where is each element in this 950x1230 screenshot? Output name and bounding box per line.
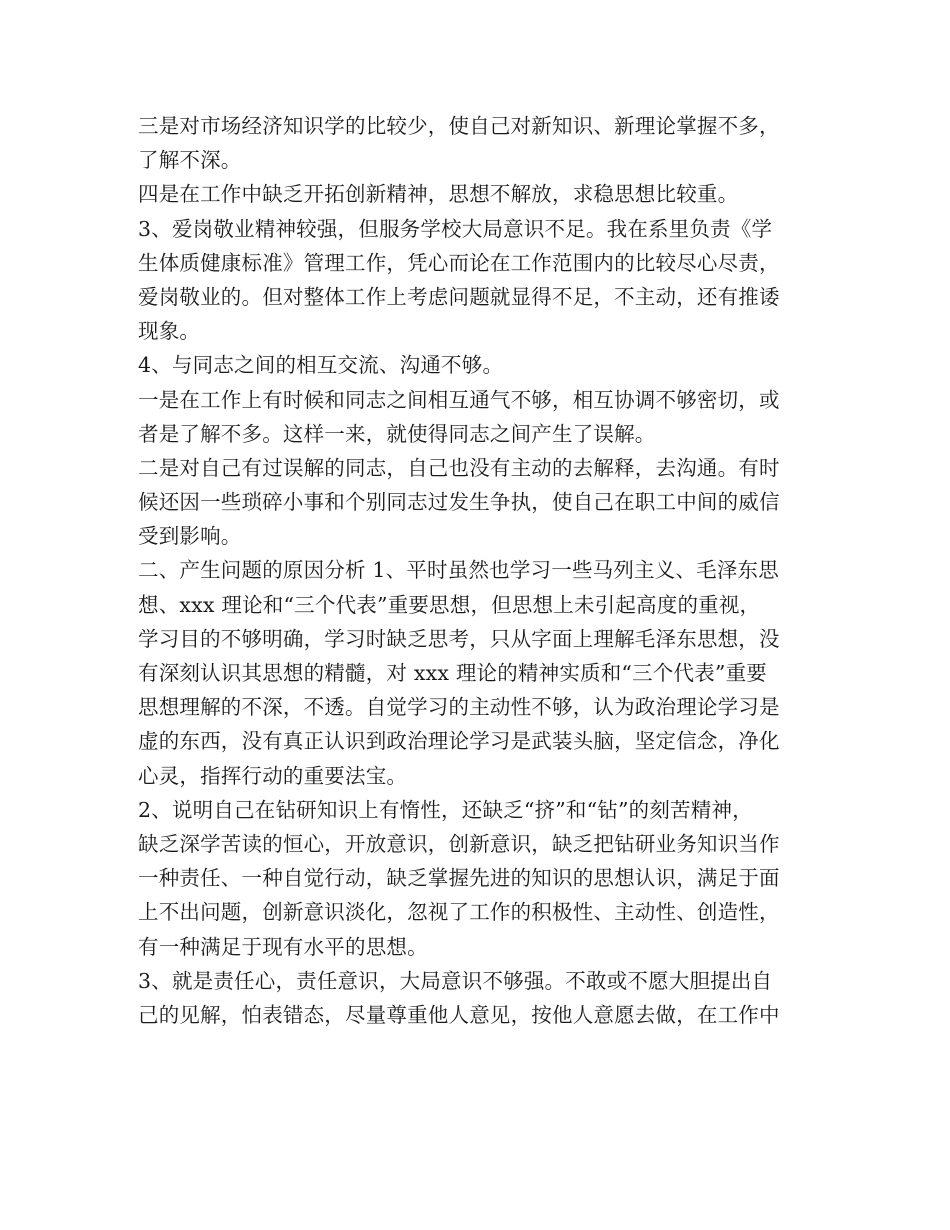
text-line: 3、就是责任心，责任意识，大局意识不够强。不敢或不愿大胆提出自	[138, 968, 773, 993]
text-line: 三是对市场经济知识学的比较少，使自己对新知识、新理论掌握不多，	[138, 114, 780, 138]
text-line: 有深刻认识其思想的精髓，对 xxx 理论的精神实质和“三个代表”重要	[138, 661, 767, 685]
text-line: 四是在工作中缺乏开拓创新精神，思想不解放，求稳思想比较重。	[138, 182, 739, 207]
text-line: 4、与同志之间的相互交流、沟通不够。	[138, 353, 504, 378]
text-line: 上不出问题，创新意识淡化，忽视了工作的积极性、主动性、创造性，	[138, 900, 780, 925]
text-line: 学习目的不够明确，学习时缺乏思考，只从字面上理解毛泽东思想，没	[138, 626, 780, 651]
text-line: 缺乏深学苦读的恒心，开放意识，创新意识，缺乏把钻研业务知识当作	[138, 831, 780, 856]
text-line: 现象。	[138, 319, 201, 344]
text-line: 候还因一些琐碎小事和个别同志过发生争执，使自己在职工中间的威信	[138, 490, 780, 515]
text-line: 一种责任、一种自觉行动，缺乏掌握先进的知识的思想认识，满足于面	[138, 866, 780, 891]
text-line: 2、说明自己在钻研知识上有惰性，还缺乏“挤”和“钻”的刻苦精神，	[138, 797, 753, 822]
text-line: 二、产生问题的原因分析 1、平时虽然也学习一些马列主义、毛泽东思	[138, 558, 779, 583]
document-body	[138, 109, 828, 1032]
text-line: 己的见解，怕表错态，尽量尊重他人意见，按他人意愿去做，在工作中	[138, 1002, 780, 1027]
text-line: 想、xxx 理论和“三个代表”重要思想，但思想上未引起高度的重视，	[138, 592, 761, 617]
text-line: 有一种满足于现有水平的思想。	[138, 934, 428, 959]
text-line: 3、爱岗敬业精神较强，但服务学校大局意识不足。我在系里负责《学	[138, 216, 773, 241]
text-line: 虚的东西，没有真正认识到政治理论学习是武装头脑，坚定信念，净化	[138, 729, 780, 754]
text-line: 生体质健康标准》管理工作，凭心而论在工作范围内的比较尽心尽责，	[138, 250, 780, 275]
text-line: 爱岗敬业的。但对整体工作上考虑问题就显得不足，不主动，还有推诿	[138, 284, 780, 309]
text-line: 心灵，指挥行动的重要法宝。	[138, 763, 408, 788]
text-line: 二是对自己有过误解的同志，自己也没有主动的去解释，去沟通。有时	[138, 455, 780, 480]
text-line: 思想理解的不深，不透。自觉学习的主动性不够，认为政治理论学习是	[138, 695, 780, 720]
text-line: 了解不深。	[138, 148, 242, 173]
text-line: 受到影响。	[138, 524, 242, 549]
text-line: 一是在工作上有时候和同志之间相互通气不够，相互协调不够密切，或	[138, 387, 780, 412]
text-line: 者是了解不多。这样一来，就使得同志之间产生了误解。	[138, 421, 656, 446]
